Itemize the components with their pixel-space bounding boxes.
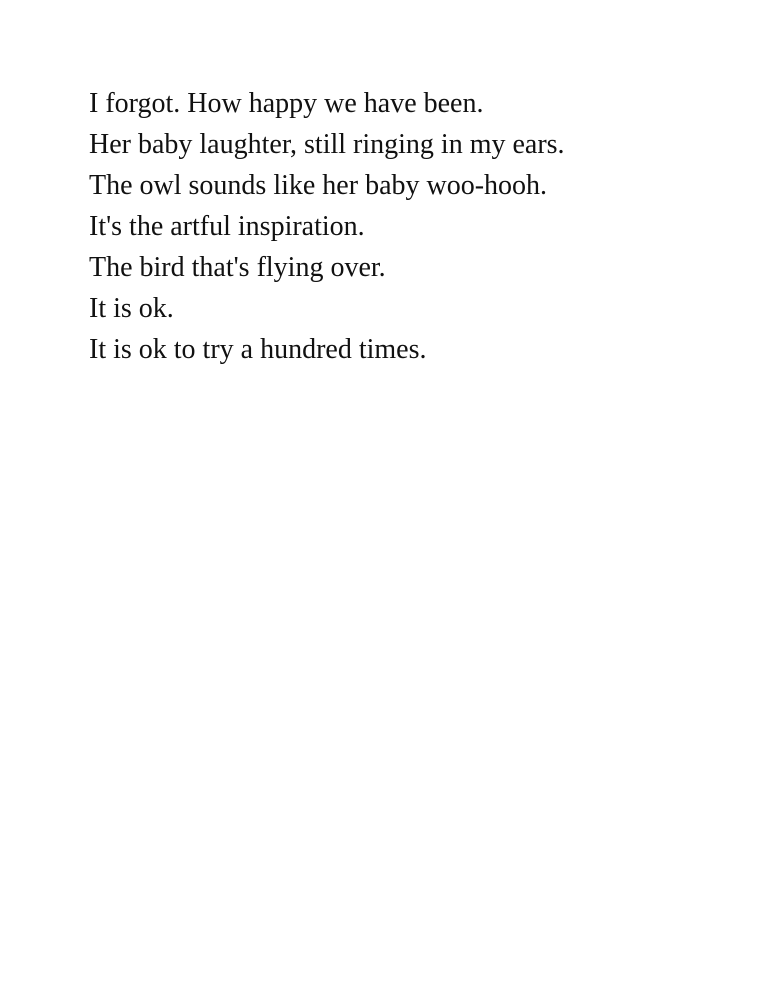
- poem-line-7: It is ok to try a hundred times.: [89, 334, 427, 365]
- poem-line-5: The bird that's flying over.: [89, 252, 386, 283]
- poem-line-3: The owl sounds like her baby woo-hooh.: [89, 170, 548, 201]
- poem-line-1: I forgot. How happy we have been.: [89, 88, 484, 119]
- poem-line-6: It is ok.: [89, 293, 174, 324]
- poem-line-2: Her baby laughter, still ringing in my ears.: [89, 129, 565, 160]
- poem-text: [89, 83, 565, 370]
- poem-line-4: It's the artful inspiration.: [89, 211, 365, 242]
